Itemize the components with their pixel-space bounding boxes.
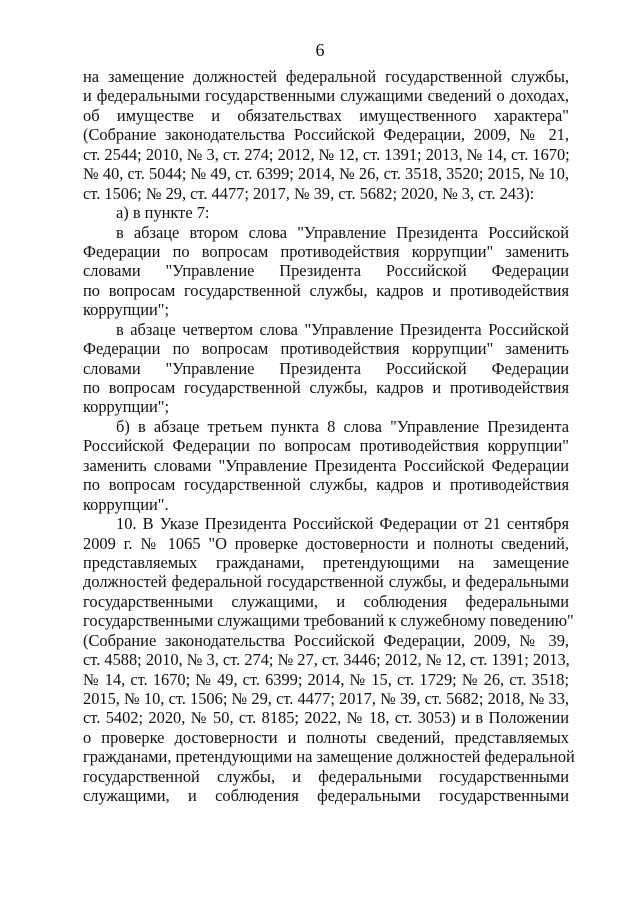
text-line: 10. В Указе Президента Российской Федерации от 21 сентября [116, 514, 569, 534]
text-line: № 40, ст. 5044; № 49, ст. 6399; 2014, № 26, ст. 3518, 3520; 2015, № 10, [83, 164, 569, 184]
text-line: в абзаце втором слова "Управление Президента Российской [116, 222, 569, 242]
text-line: словами "Управление Президента Российской Федерации [83, 358, 569, 378]
page-number: 6 [315, 40, 325, 60]
text-line: должностей федеральной государственной службы, и федеральными [83, 572, 569, 592]
text-line: ст. 1506; № 29, ст. 4477; 2017, № 39, ст. 5682; 2020, № 3, ст. 243): [83, 183, 535, 203]
text-line: о проверке достоверности и полноты сведений, представляемых [83, 727, 569, 747]
text-line: государственными служащими требований к служебному поведению" [83, 611, 574, 631]
text-line: № 14, ст. 1670; № 49, ст. 6399; 2014, № 15, ст. 1729; № 26, ст. 3518; [83, 669, 569, 689]
text-line: коррупции". [83, 494, 169, 514]
text-line: (Собрание законодательства Российской Федерации, 2009, № 21, [83, 125, 569, 145]
text-line: государственными служащими, и соблюдения федеральными [83, 591, 569, 611]
text-line: по вопросам государственной службы, кадров и противодействия [83, 280, 569, 300]
text-line: гражданами, претендующими на замещение должностей федеральной [83, 747, 575, 767]
text-line: коррупции"; [83, 300, 170, 320]
document-body [83, 67, 575, 806]
text-line: служащими, и соблюдения федеральными государственными [83, 786, 569, 806]
text-line: по вопросам государственной службы, кадров и противодействия [83, 378, 569, 397]
text-line: а) в пункте 7: [116, 203, 210, 223]
text-line: государственной службы, и федеральными государственными [83, 766, 569, 786]
text-line: Российской Федерации по вопросам противодействия коррупции" [83, 436, 569, 456]
text-line: коррупции"; [83, 397, 170, 417]
text-line: и федеральными государственными служащими сведений о доходах, [83, 86, 569, 106]
text-line: Федерации по вопросам противодействия коррупции" заменить [83, 339, 569, 359]
text-line: б) в абзаце третьем пункта 8 слова "Управление Президента [116, 416, 569, 436]
text-line: на замещение должностей федеральной государственной службы, [83, 67, 569, 86]
text-line: ст. 4588; 2010, № 3, ст. 274; № 27, ст. 3446; 2012, № 12, ст. 1391; 2013, [83, 650, 570, 670]
text-line: представляемых гражданами, претендующими на замещение [83, 552, 569, 572]
text-line: (Собрание законодательства Российской Федерации, 2009, № 39, [83, 630, 569, 650]
text-line: об имуществе и обязательствах имущественного характера" [83, 105, 569, 125]
text-line: Федерации по вопросам противодействия коррупции" заменить [83, 241, 569, 261]
text-line: 2015, № 10, ст. 1506; № 29, ст. 4477; 2017, № 39, ст. 5682; 2018, № 33, [83, 689, 569, 708]
text-line: заменить словами "Управление Президента Российской Федерации [83, 455, 569, 475]
text-line: 2009 г. № 1065 "О проверке достоверности и полноты сведений, [83, 533, 569, 553]
text-line: в абзаце четвертом слова "Управление Президента Российской [116, 319, 569, 339]
text-line: ст. 5402; 2020, № 50, ст. 8185; 2022, № 18, ст. 3053) и в Положении [83, 708, 569, 728]
text-line: словами "Управление Президента Российской Федерации [83, 261, 569, 281]
text-line: по вопросам государственной службы, кадров и противодействия [83, 475, 569, 495]
text-line: ст. 2544; 2010, № 3, ст. 274; 2012, № 12, ст. 1391; 2013, № 14, ст. 1670; [83, 144, 570, 164]
